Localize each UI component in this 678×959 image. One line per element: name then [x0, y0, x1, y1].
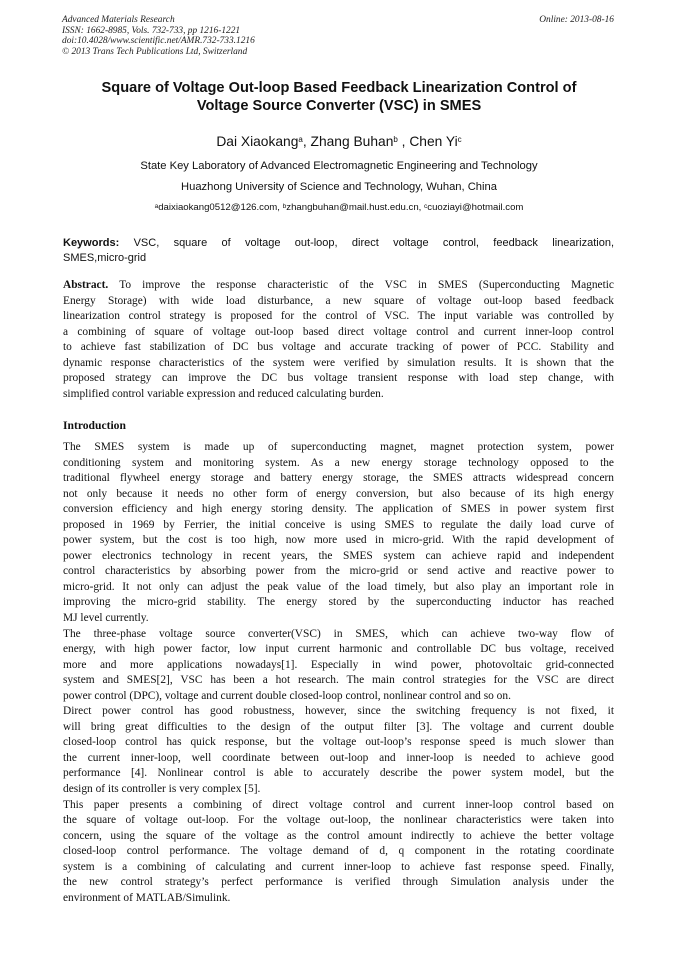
author-sup: b [393, 135, 398, 144]
author-name: Zhang Buhan [310, 134, 394, 149]
introduction-line: will bring great difficulties to the design of the output filter [3]. The voltage and current double [63, 720, 614, 733]
introduction-line: system is a combining of calculating and current inner-loop to achieve fast response speed. Finally, [63, 860, 614, 873]
introduction-line: power electronics technology in recent years, the SMES system can achieve rapid and independent [63, 549, 614, 562]
introduction-line: traditional flywheel energy storage and battery energy storage, the SMES attracts widespread concern [63, 472, 614, 485]
abstract-line: Energy Storage) with wide load disturbance, a new square of voltage out-loop based feedback [63, 294, 614, 307]
abstract-line: simplified control variable expression and reduced calculating burden. [63, 387, 384, 400]
introduction-line: control characteristics by absorbing power from the micro-grid or send active and reactive power to [63, 565, 614, 578]
introduction-line: power system, but the cost is too high, now more used in micro-grid. With the rapid development of [63, 534, 614, 547]
author-name: Chen Yi [409, 134, 458, 149]
introduction-body [63, 440, 614, 906]
introduction-line: the new control strategy’s perfect performance is verified through Simulation analysis under the [63, 876, 614, 889]
introduction-line: performance [4]. Nonlinear control is able to accurately describe the power system model, but the [63, 767, 614, 780]
introduction-line: more and more applications nowadays[1]. Especially in wind power, photovoltaic grid-connected [63, 658, 614, 671]
paper-title [40, 79, 638, 115]
abstract-block [63, 278, 614, 402]
author-list: Dai Xiaokang$^a$, Zhang Buhan$^b$ , Chen Yi$^c$ [216, 134, 462, 149]
introduction-line: improving the micro-grid stability. The energy stored by the superconducting inductor has reached [63, 596, 614, 609]
journal-name: Advanced Materials Research [62, 15, 175, 25]
introduction-line: the current inner-loop, well coordinate between out-loop and inner-loop is needed to achieve good [63, 751, 614, 764]
abstract-line: proposed strategy can improve the DC bus voltage transient response with load step change, with [63, 372, 614, 385]
introduction-line: design of its controller is very complex [5]. [63, 783, 261, 796]
introduction-line: concern, using the square of the voltage as the control amount indirectly to achieve the better voltage [63, 829, 614, 842]
introduction-line: not only because it needs no other form of energy conversion, but also because of its high energy [63, 487, 614, 500]
affiliation-line: Huazhong University of Science and Technology, Wuhan, China [181, 181, 497, 193]
abstract-text: To improve the response characteristic of the VSC in SMES (Superconducting Magnetic [119, 279, 614, 291]
keywords-block [63, 236, 614, 265]
introduction-line: The three-phase voltage source converter(VSC) in SMES, which can achieve two-way flow of [63, 627, 614, 640]
keywords-line: SMES,micro-grid [63, 251, 147, 264]
abstract-line: dynamic response characteristics of the system were verified by simulation results. It is shown that the [63, 356, 614, 369]
title-line: Voltage Source Converter (VSC) in SMES [196, 98, 482, 114]
keywords-line [63, 236, 614, 251]
author-sup: c [457, 135, 462, 144]
abstract-label: Abstract. [63, 279, 109, 291]
journal-copyright: © 2013 Trans Tech Publications Ltd, Switzerland [62, 46, 248, 57]
introduction-line: closed-loop control has quick response, but the voltage out-loop’s response speed is much slower than [63, 736, 614, 749]
online-date: Online: 2013-08-16 [539, 15, 614, 25]
introduction-line: proposed in 1969 by Ferrier, the initial conceive is using SMES to regulate the daily load curve of [63, 518, 614, 531]
author-name: Dai Xiaokang [216, 134, 299, 149]
abstract-line: to achieve fast stabilization of DC bus voltage and accurate tracking of power of PCC. Stability and [63, 341, 614, 354]
email-address[interactable]: zhangbuhan@mail.hust.edu.cn, [286, 202, 422, 213]
introduction-line: MJ level currently. [63, 612, 149, 625]
introduction-line: power control (DPC), voltage and current double closed-loop control, nonlinear control and so on. [63, 689, 511, 702]
title-line: Square of Voltage Out-loop Based Feedback Linearization Control of [101, 80, 577, 96]
keywords-text: VSC, square of voltage out-loop, direct voltage control, feedback linearization, [133, 237, 615, 249]
email-address[interactable]: daixiaokang0512@126.com, [158, 202, 280, 213]
author-sup: a [298, 135, 303, 144]
keywords-label: Keywords: [63, 237, 120, 249]
introduction-line: This paper presents a combining of direct voltage control and current inner-loop control based on [63, 798, 614, 811]
introduction-line: conditioning system and monitoring system. As a new energy storage technology opposed to the [63, 456, 614, 469]
introduction-line: environment of MATLAB/Simulink. [63, 891, 231, 904]
journal-doi: doi:10.4028/www.scientific.net/AMR.732-733.1216 [62, 36, 255, 47]
introduction-line: the square of voltage out-loop. For the voltage out-loop, the nonlinear characteristics were taken into [63, 814, 614, 827]
journal-issn: ISSN: 1662-8985, Vols. 732-733, pp 1216-1221 [62, 25, 241, 36]
abstract-line: linearization control strategy is proposed for the control of VSC. The input variable was controlled by [63, 310, 614, 323]
email-sup: b [282, 203, 287, 210]
introduction-line: system and SMES[2], VSC has been a hot research. The main control strategies for the VSC are direct [63, 674, 614, 687]
abstract-line [63, 278, 614, 294]
introduction-line: closed-loop control performance. The voltage demand of d, q component in the rotating coordinate [63, 845, 614, 858]
introduction-line: micro-grid. It not only can adjust the peak value of the load timely, but also play an important role in [63, 580, 614, 593]
introduction-line: The SMES system is made up of superconducting magnet, magnet protection system, power [63, 441, 614, 453]
introduction-line: Direct power control has good robustness, however, since the switching frequency is not fixed, it [63, 705, 614, 718]
email-sup: c [424, 203, 428, 210]
abstract-line: a combining of square of voltage out-loop based direct voltage control and current inner-loop control [63, 325, 614, 338]
introduction-line: conversion efficiency and high energy storing density. The application of SMES in power system first [63, 503, 614, 516]
author-emails [0, 201, 678, 214]
journal-header [62, 15, 255, 57]
introduction-line: energy, with high power factor, low input current harmonic and controllable DC bus voltage, received [63, 643, 614, 656]
section-heading-introduction: Introduction [63, 419, 126, 432]
email-address[interactable]: cuoziayi@hotmail.com [427, 202, 524, 213]
email-sup: a [154, 203, 159, 210]
affiliation-line: State Key Laboratory of Advanced Electromagnetic Engineering and Technology [140, 160, 538, 172]
